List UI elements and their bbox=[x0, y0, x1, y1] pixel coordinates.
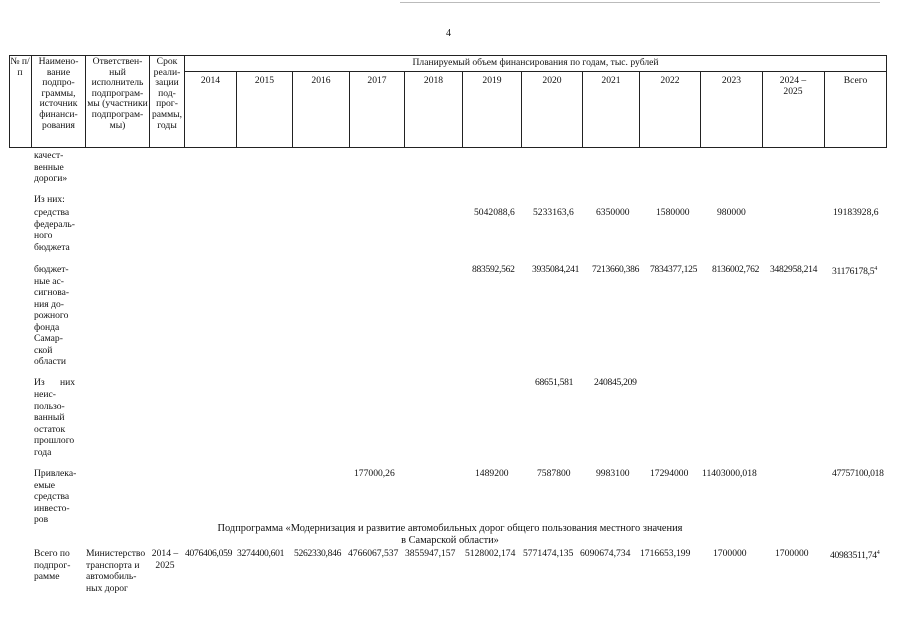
row-label-total: Всего по подпрог-рамме bbox=[34, 548, 71, 582]
cell-federal-2023: 980000 bbox=[717, 207, 746, 218]
cell-federal-total: 19183928,6 bbox=[833, 207, 879, 218]
cell-total-2022: 1716653,199 bbox=[640, 548, 691, 559]
cell-federal-2021: 6350000 bbox=[596, 207, 630, 218]
cell-federal-2020: 5233163,6 bbox=[533, 207, 574, 218]
row-label-federal: средства федераль-ного бюджета bbox=[34, 207, 75, 253]
cell-regional-2019: 883592,562 bbox=[472, 264, 515, 275]
row-label-investors: Привлека-емые средства инвесто-ров bbox=[34, 468, 77, 525]
cell-investors-2023: 11403000,018 bbox=[702, 468, 757, 479]
col-header-year: 2021 bbox=[601, 75, 621, 86]
col-header-year: 2022 bbox=[660, 75, 680, 86]
col-line bbox=[886, 55, 887, 148]
cell-regional-2020: 3935084,241 bbox=[532, 264, 580, 275]
cell-total-2023: 1700000 bbox=[713, 548, 747, 559]
cell-total-2014: 4076406,059 bbox=[185, 548, 233, 559]
cell-investors-2019: 1489200 bbox=[475, 468, 509, 479]
cell-total-2024-2025: 1700000 bbox=[775, 548, 809, 559]
cell-total-responsible: Министерство транспорта и автомобиль-ных дорог bbox=[86, 548, 146, 594]
cell-regional-2024-2025: 3482958,214 bbox=[770, 264, 818, 275]
header-bottom-line bbox=[9, 147, 887, 148]
cell-regional-2022: 7834377,125 bbox=[650, 264, 698, 275]
row-label-continuation: качест-венные дороги» bbox=[34, 150, 68, 184]
cell-regional-total-value: 31176178,5 bbox=[832, 266, 875, 278]
cell-total-2018: 3855947,157 bbox=[405, 548, 456, 559]
col-header-num: № п/п bbox=[10, 56, 30, 78]
row-label-remainder: неис-пользо-ванный остаток прошлого года bbox=[34, 389, 75, 458]
section-title-line-1: Подпрограмма «Модернизация и развитие автомобильных дорог общего пользования местного значения bbox=[217, 523, 683, 534]
cell-total-2017: 4766067,537 bbox=[348, 548, 399, 559]
col-header-total: Всего bbox=[843, 75, 868, 86]
row-label-remainder-a: Из bbox=[34, 377, 45, 388]
footnote-mark: 4 bbox=[876, 550, 880, 556]
col-header-year: 2023 bbox=[721, 75, 742, 86]
row-label-remainder-b: них bbox=[60, 377, 76, 388]
cell-federal-2022: 1580000 bbox=[656, 207, 690, 218]
col-header-year: 2018 bbox=[423, 75, 444, 86]
cell-total-2016: 5262330,846 bbox=[294, 548, 342, 559]
col-header-year: 2017 bbox=[367, 75, 387, 86]
page-number: 4 bbox=[446, 28, 451, 39]
cell-total-2021: 6090674,734 bbox=[580, 548, 631, 559]
cell-remainder-2021: 240845,209 bbox=[594, 377, 637, 388]
cell-total-2019: 5128002,174 bbox=[465, 548, 516, 559]
footnote-mark: 4 bbox=[874, 266, 877, 272]
cell-investors-2021: 9983100 bbox=[596, 468, 630, 479]
col-header-name: Наимено-вание подпро-граммы, источник финанси-рования bbox=[38, 56, 79, 131]
section-title-line-2: в Самарской области» bbox=[401, 535, 499, 546]
cell-total-total bbox=[830, 548, 879, 562]
col-header-year: 2020 bbox=[542, 75, 562, 86]
row-label-of-which: Из них: bbox=[34, 194, 65, 205]
cell-regional-total bbox=[832, 264, 877, 278]
cell-investors-2022: 17294000 bbox=[650, 468, 689, 479]
col-header-year: 2019 bbox=[482, 75, 502, 86]
col-header-year: 2015 bbox=[254, 75, 275, 86]
col-line bbox=[762, 71, 763, 148]
cell-total-2020: 5771474,135 bbox=[523, 548, 574, 559]
cell-total-total-value: 40983511,74 bbox=[830, 550, 877, 562]
cell-investors-total: 47757100,018 bbox=[832, 468, 884, 479]
col-header-year: 2014 bbox=[200, 75, 221, 86]
cell-investors-2017: 177000,26 bbox=[354, 468, 395, 479]
col-header-plan: Планируемый объем финансирования по годам, тыс. рублей bbox=[412, 57, 659, 68]
col-header-term: Срок реали-зации под-прог-раммы, годы bbox=[151, 56, 183, 131]
cell-total-2015: 3274400,601 bbox=[237, 548, 285, 559]
col-line bbox=[184, 55, 185, 148]
top-rule bbox=[400, 2, 880, 3]
cell-remainder-2020: 68651,581 bbox=[535, 377, 574, 388]
col-header-responsible: Ответствен-ный исполнитель подпрограм-мы (участники подпрограм-мы) bbox=[87, 56, 148, 131]
table-header bbox=[9, 55, 887, 148]
col-header-year: 2024 – 2025 bbox=[779, 75, 807, 97]
cell-investors-2020: 7587800 bbox=[537, 468, 571, 479]
cell-regional-2023: 8136002,762 bbox=[712, 264, 760, 275]
cell-federal-2019: 5042088,6 bbox=[474, 207, 515, 218]
header-years-line bbox=[184, 71, 887, 72]
row-label-regional: бюджет-ные ас-сигнова-ния до-рожного фонда Самар-ской области bbox=[34, 264, 70, 367]
col-header-year: 2016 bbox=[311, 75, 331, 86]
cell-total-term: 2014 – 2025 bbox=[151, 548, 179, 571]
cell-regional-2021: 7213660,386 bbox=[592, 264, 640, 275]
